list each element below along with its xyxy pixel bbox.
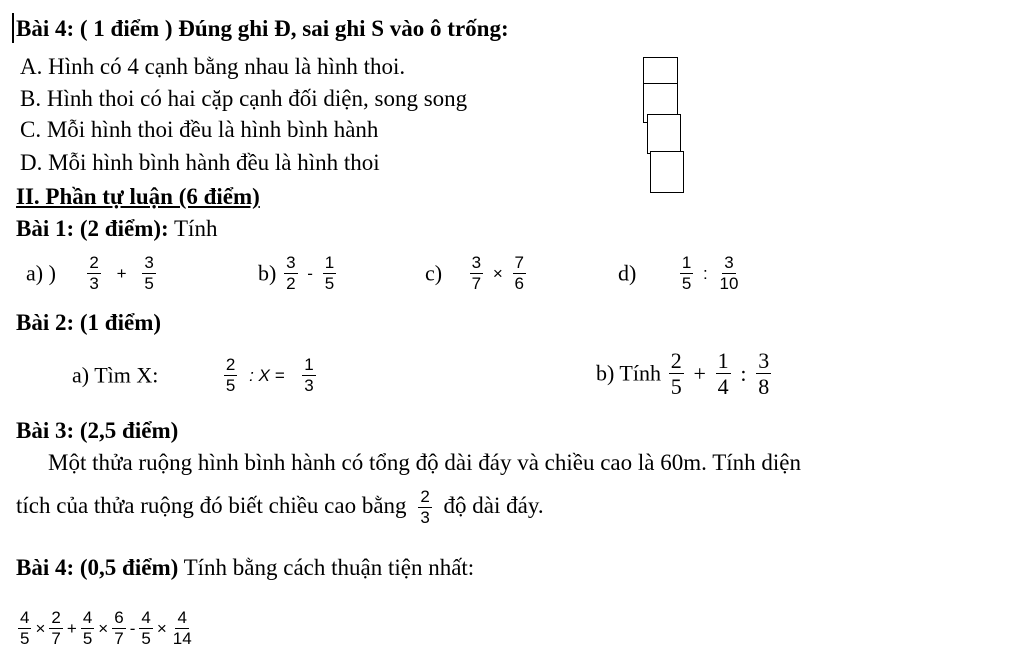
operator: + [693, 360, 706, 386]
part2-heading: II. Phần tự luận (6 điểm) [16, 184, 260, 209]
bai4-expression [16, 602, 196, 654]
bai1-item-a [26, 250, 158, 296]
answer-box-a[interactable] [643, 57, 678, 85]
statement-c: C. Mỗi hình thoi đều là hình bình hành [20, 117, 379, 142]
fraction: $\frac{3}{2}$ [286, 253, 296, 294]
fraction: $\frac{2}{3}$ [89, 253, 99, 294]
statement-a: A. Hình có 4 cạnh bằng nhau là hình thoi. [20, 54, 406, 79]
bai1-d-label: d) [618, 260, 637, 286]
fraction: $\frac{4}{5}$ [141, 608, 151, 649]
bai1-item-b [258, 250, 338, 296]
operator: - [307, 263, 313, 283]
fraction: $\frac{1}{3}$ [304, 355, 314, 396]
bai3-line2-pre: tích của thửa ruộng đó biết chiều cao bằng [16, 493, 407, 518]
bai2-item-b [596, 342, 773, 404]
fraction: $\frac{1}{4}$ [717, 348, 729, 400]
statement-b: B. Hình thoi có hai cặp cạnh đối diện, song song [20, 86, 468, 111]
bai3-line2-post: độ dài đáy. [443, 493, 544, 518]
bai2-b-label: b) Tính [596, 360, 661, 386]
operator: + [66, 618, 77, 638]
bai1-title: Bài 1: (2 điểm): [16, 216, 169, 241]
bai1-instruction: Tính [168, 216, 218, 241]
fraction: $\frac{7}{6}$ [514, 253, 524, 294]
operator: × [35, 618, 46, 638]
bai1-b-label: b) [258, 260, 277, 286]
answer-box-d[interactable] [650, 151, 684, 193]
fraction: $\frac{3}{5}$ [144, 253, 154, 294]
operator: × [156, 618, 167, 638]
operator: + [116, 263, 127, 283]
bai2-a-label: a) Tìm X: [72, 362, 159, 388]
operator: : [740, 360, 747, 386]
operator: × [98, 618, 109, 638]
bai2-item-a [72, 350, 318, 400]
part1-title: Bài 4: ( 1 điểm ) Đúng ghi Đ, sai ghi S vào ô trống: [16, 16, 509, 41]
operator: - [129, 618, 136, 638]
fraction: $\frac{2}{3}$ [420, 487, 430, 528]
equation-middle: : X = [249, 365, 285, 385]
answer-box-c[interactable] [647, 114, 681, 154]
statement-d: D. Mỗi hình bình hành đều là hình thoi [20, 150, 380, 175]
bai1-item-c [425, 250, 528, 296]
fraction: $\frac{2}{7}$ [51, 608, 61, 649]
bai2-title: Bài 2: (1 điểm) [16, 310, 162, 335]
fraction: $\frac{1}{5}$ [681, 253, 692, 294]
bai4-instruction: Tính bằng cách thuận tiện nhất: [178, 555, 475, 580]
bai1-c-label: c) [425, 260, 443, 286]
fraction: $\frac{3}{8}$ [758, 348, 770, 400]
operator: × [492, 263, 503, 283]
bai1-a-label: a) ) [26, 260, 56, 286]
fraction: $\frac{1}{5}$ [324, 253, 335, 294]
bai1-item-d [618, 250, 742, 296]
fraction: $\frac{4}{5}$ [82, 608, 93, 649]
fraction: $\frac{6}{7}$ [114, 608, 124, 649]
fraction: $\frac{4}{5}$ [20, 608, 30, 649]
fraction: $\frac{3}{7}$ [471, 253, 482, 294]
bai3-line1: Một thửa ruộng hình bình hành có tổng độ dài đáy và chiều cao là 60m. Tính diện [48, 450, 802, 475]
margin-bar [12, 13, 14, 43]
bai4-title: Bài 4: (0,5 điểm) [16, 555, 179, 580]
bai3-line2 [16, 482, 544, 530]
operator: : [703, 263, 708, 283]
fraction: $\frac{4}{14}$ [172, 608, 192, 649]
fraction: $\frac{2}{5}$ [670, 348, 682, 400]
bai4-title-line [16, 555, 474, 581]
fraction: $\frac{3}{10}$ [719, 253, 739, 294]
bai1-title-line [16, 216, 217, 242]
bai3-title: Bài 3: (2,5 điểm) [16, 418, 179, 443]
fraction: $\frac{2}{5}$ [225, 355, 236, 396]
